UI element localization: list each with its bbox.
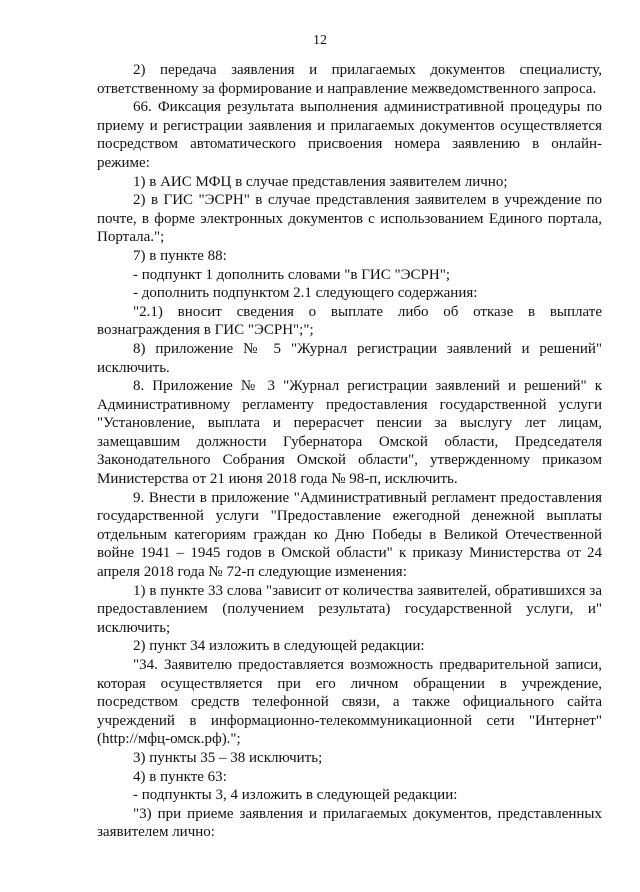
paragraph: 2) в ГИС "ЭСРН" в случае представления заявителем в учреждение по почте, в форме электронных документов с использованием Единого портала, Портала."; [97,192,602,246]
paragraph: 66. Фиксация результата выполнения административной процедуры по приему и регистрации заявления и прилагаемых документов осуществляется посредством автоматического присвоения номера заявлению в онлайн-режиме: [97,99,602,171]
paragraph: 4) в пункте 63: [133,768,227,785]
paragraph: "2.1) вносит сведения о выплате либо об отказе в выплате вознаграждения в ГИС "ЭСРН";"; [97,303,602,339]
paragraph: 9. Внести в приложение "Административный регламент предоставления государственной услуги "Предоставление ежегодной денежной выплаты отдельным категориям граждан ко Дню Победы в Великой Отечественной войне 1941 – 1945 годов в Омской области" к приказу Министерства от 24 апреля 2018 года № 72-п следующие изменения: [97,489,602,581]
paragraph: 1) в АИС МФЦ в случае представления заявителем лично; [133,173,508,190]
paragraph: "34. Заявителю предоставляется возможность предварительной записи, которая осуществляется при его личном обращении в учреждение, посредством средств телефонной связи, а также официального сайта учреждений в информационно-телекоммуникационной сети "Интернет" (http://мфц-омск.рф)."; [97,657,602,748]
page-number: 12 [313,33,327,48]
document-body [97,61,602,842]
paragraph: 8) приложение № 5 "Журнал регистрации заявлений и решений" исключить. [97,340,602,376]
paragraph: - дополнить подпунктом 2.1 следующего содержания: [133,285,478,302]
paragraph: - подпункт 1 дополнить словами "в ГИС "ЭСРН"; [133,266,450,283]
paragraph: 1) в пункте 33 слова "зависит от количества заявителей, обратившихся за предоставлением (получением результата) государственной услуги, и" исключить; [97,582,602,636]
paragraph: 8. Приложение № 3 "Журнал регистрации заявлений и решений" к Административному регламенту предоставления государственной услуги "Установление, выплата и перерасчет пенсии за выслугу лет лицам, замещавшим должности Губернатора Омской области, Председателя Законодательного Собрания Омской области", утвержденному приказом Министерства от 21 июня 2018 года № 98-п, исключить. [97,378,602,488]
paragraph: 2) пункт 34 изложить в следующей редакции: [133,638,425,655]
paragraph: 2) передача заявления и прилагаемых документов специалисту, ответственному за формирование и направление межведомственного запроса. [97,62,602,97]
paragraph: "3) при приеме заявления и прилагаемых документов, представленных заявителем лично: [97,805,602,841]
paragraph: 7) в пункте 88: [133,247,227,264]
paragraph: - подпункты 3, 4 изложить в следующей редакции: [133,787,458,804]
paragraph: 3) пункты 35 – 38 исключить; [133,749,323,766]
